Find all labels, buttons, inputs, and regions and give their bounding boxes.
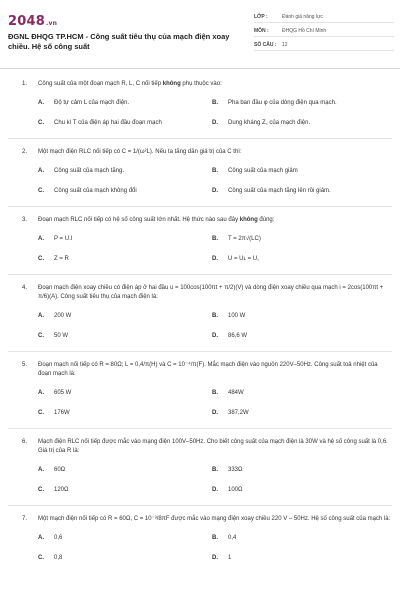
answer-option[interactable] (38, 235, 212, 244)
question-text-part: Đoạn mạch RLC nối tiếp có hệ số công suất lớn nhất. Hệ thức nào sau đây (38, 217, 240, 223)
option-text: Công suất của mạch giảm (228, 168, 298, 174)
spacer (0, 429, 400, 438)
header-divider (0, 68, 400, 69)
answer-option[interactable] (212, 389, 386, 398)
answer-option[interactable] (212, 466, 386, 475)
answer-option[interactable] (212, 167, 386, 176)
option-text: T = 2π√(LC) (228, 236, 261, 242)
answer-option[interactable] (38, 389, 212, 398)
meta-value: ĐHQG Hồ Chí Minh (282, 28, 327, 34)
question-text (38, 80, 392, 89)
option-text: 333Ω (228, 467, 243, 473)
option-letter: A. (38, 535, 44, 541)
option-letter: B. (212, 313, 218, 319)
option-text: Pha ban đầu φ của dòng điện qua mạch. (228, 100, 337, 106)
answer-options (38, 235, 392, 264)
meta-row-count (254, 38, 394, 51)
option-text: 0,8 (54, 555, 63, 561)
answer-option[interactable] (212, 255, 386, 264)
question-text-part: Một mạch điện nối tiếp có R = 60Ω, C = 10⁻³/8πF được mắc vào mạng điện xoay chiều 220 V – 50Hz. Hệ số công suất của mạch là: (38, 516, 391, 522)
question-number: 6. (22, 439, 28, 445)
question-text-part: Đoạn mạch nối tiếp có R = 80Ω; L = 0,4/π(H) và C = 10⁻⁴/π(F). Mắc mạch điện vào nguồn 220V–50Hz. Công suất toả nhiệt của đoạn mạch là: (38, 362, 378, 377)
option-letter: A. (38, 100, 44, 106)
answer-option[interactable] (212, 409, 386, 418)
option-text: 100 W (228, 313, 246, 319)
option-letter: B. (212, 390, 218, 396)
question-number: 7. (22, 516, 28, 522)
option-letter: D. (212, 410, 218, 416)
option-letter: A. (38, 236, 44, 242)
answer-options (38, 167, 392, 196)
option-text: 484W (228, 390, 244, 396)
option-text: U = Uʟ = U꜀ (228, 256, 260, 262)
question-1 (0, 80, 400, 128)
option-text: 50 W (54, 333, 69, 339)
option-letter: B. (212, 236, 218, 242)
question-number: 1. (22, 81, 28, 87)
option-letter: D. (212, 555, 218, 561)
option-letter: D. (212, 487, 218, 493)
meta-row-subject (254, 24, 394, 37)
option-letter: B. (212, 535, 218, 541)
question-3 (0, 216, 400, 264)
option-text: Độ tự cảm L của mạch điện. (54, 100, 130, 106)
question-text-part: Đoạn mạch điện xoay chiều có điện áp ở hai đầu u = 100cos(100πt + π/2)(V) và dòng điện xoay chiều qua mạch i = 2cos(100πt + π/6)(A). Công suất tiêu thụ của mạch điện là: (38, 285, 384, 300)
answer-option[interactable] (212, 119, 386, 128)
question-text-part: phụ thuộc vào: (180, 81, 222, 87)
spacer (0, 139, 400, 148)
option-letter: A. (38, 313, 44, 319)
answer-option[interactable] (212, 554, 386, 563)
answer-option[interactable] (38, 486, 212, 495)
option-letter: C. (38, 487, 44, 493)
answer-option[interactable] (38, 255, 212, 264)
option-text: P = U.I (54, 236, 73, 242)
answer-option[interactable] (212, 332, 386, 341)
question-2 (0, 148, 400, 196)
spacer (0, 275, 400, 284)
question-text-emphasis: không (162, 81, 181, 87)
option-letter: B. (212, 100, 218, 106)
meta-label: MÔN : (254, 28, 269, 34)
question-number: 5. (22, 362, 28, 368)
question-text-part: Công suất của một đoạn mạch R, L, C nối tiếp (38, 81, 163, 87)
answer-options (38, 534, 392, 563)
answer-option[interactable] (38, 554, 212, 563)
question-text-part: đúng: (257, 217, 275, 223)
question-number: 3. (22, 217, 28, 223)
answer-options (38, 389, 392, 418)
question-text (38, 438, 392, 456)
option-letter: D. (212, 120, 218, 126)
option-text: 100Ω (228, 487, 243, 493)
option-text: 0,6 (54, 535, 63, 541)
spacer (0, 207, 400, 216)
option-letter: A. (38, 390, 44, 396)
option-text: Công suất của mạch không đổi (54, 188, 137, 194)
answer-option[interactable] (38, 466, 212, 475)
answer-options (38, 466, 392, 495)
site-logo[interactable]: 2048.vn (8, 14, 58, 29)
option-text: 120Ω (54, 487, 69, 493)
option-letter: C. (38, 120, 44, 126)
answer-option[interactable] (212, 187, 386, 196)
option-text: Z = R (54, 256, 69, 262)
question-text-emphasis: không (239, 217, 258, 223)
option-letter: C. (38, 256, 44, 262)
question-text (38, 515, 392, 524)
answer-option[interactable] (212, 99, 386, 108)
question-5 (0, 361, 400, 418)
option-text: Công suất của mạch tăng lên rồi giảm. (228, 188, 331, 194)
option-text: 86,6 W (228, 333, 248, 339)
option-letter: D. (212, 188, 218, 194)
option-text: Chu kì T của điện áp hai đầu đoạn mạch (54, 120, 162, 126)
option-letter: C. (38, 555, 44, 561)
question-text-part: Một mạch điện RLC nối tiếp có C = 1/(ω²L). Nếu ta tăng dần giá trị của C thì: (38, 149, 242, 155)
question-6 (0, 438, 400, 495)
option-text: 200 W (54, 313, 72, 319)
option-letter: D. (212, 333, 218, 339)
question-4 (0, 284, 400, 341)
answer-option[interactable] (38, 332, 212, 341)
page-title: ĐGNL ĐHQG TP.HCM - Công suất tiêu thụ của mạch điện xoay chiều. Hệ số công suất (8, 32, 230, 51)
option-letter: D. (212, 256, 218, 262)
question-text (38, 361, 392, 379)
answer-options (38, 99, 392, 128)
answer-option[interactable] (38, 167, 212, 176)
option-letter: B. (212, 168, 218, 174)
meta-value: Đánh giá năng lực (282, 14, 323, 20)
answer-option[interactable] (38, 187, 212, 196)
answer-option[interactable] (38, 409, 212, 418)
question-text (38, 216, 392, 225)
option-text: 0,4 (228, 535, 237, 541)
option-letter: C. (38, 410, 44, 416)
question-text (38, 148, 392, 157)
option-text: Dung kháng Z꜀ của mạch điện. (228, 120, 311, 126)
answer-option[interactable] (38, 99, 212, 108)
spacer (0, 352, 400, 361)
meta-value: 12 (282, 42, 288, 48)
answer-option[interactable] (212, 235, 386, 244)
meta-label: SỐ CÂU : (254, 42, 277, 48)
question-text-part: Mạch điện RLC nối tiếp được mắc vào mạng điện 100V–50Hz. Cho biết công suất của mạch điện là 30W và hệ số công suất là 0,6. Giá trị của R là: (38, 439, 388, 454)
answer-option[interactable] (38, 312, 212, 321)
question-number: 4. (22, 285, 28, 291)
spacer (0, 506, 400, 515)
meta-row-class (254, 10, 394, 23)
question-number: 2. (22, 149, 28, 155)
page-header (0, 0, 400, 66)
question-text (38, 284, 392, 302)
answer-option[interactable] (38, 534, 212, 543)
question-list (0, 80, 400, 563)
answer-option[interactable] (38, 119, 212, 128)
option-text: 1 (228, 555, 232, 561)
option-letter: C. (38, 188, 44, 194)
option-text: 60Ω (54, 467, 66, 473)
answer-option[interactable] (212, 312, 386, 321)
option-letter: B. (212, 467, 218, 473)
option-text: 176W (54, 410, 70, 416)
meta-label: LỚP : (254, 14, 268, 20)
option-text: 605 W (54, 390, 72, 396)
answer-option[interactable] (212, 534, 386, 543)
answer-options (38, 312, 392, 341)
option-letter: A. (38, 467, 44, 473)
option-text: 387,2W (228, 410, 249, 416)
answer-option[interactable] (212, 486, 386, 495)
question-7 (0, 515, 400, 563)
option-letter: A. (38, 168, 44, 174)
meta-panel (254, 10, 394, 52)
option-letter: C. (38, 333, 44, 339)
option-text: Công suất của mạch tăng. (54, 168, 125, 174)
